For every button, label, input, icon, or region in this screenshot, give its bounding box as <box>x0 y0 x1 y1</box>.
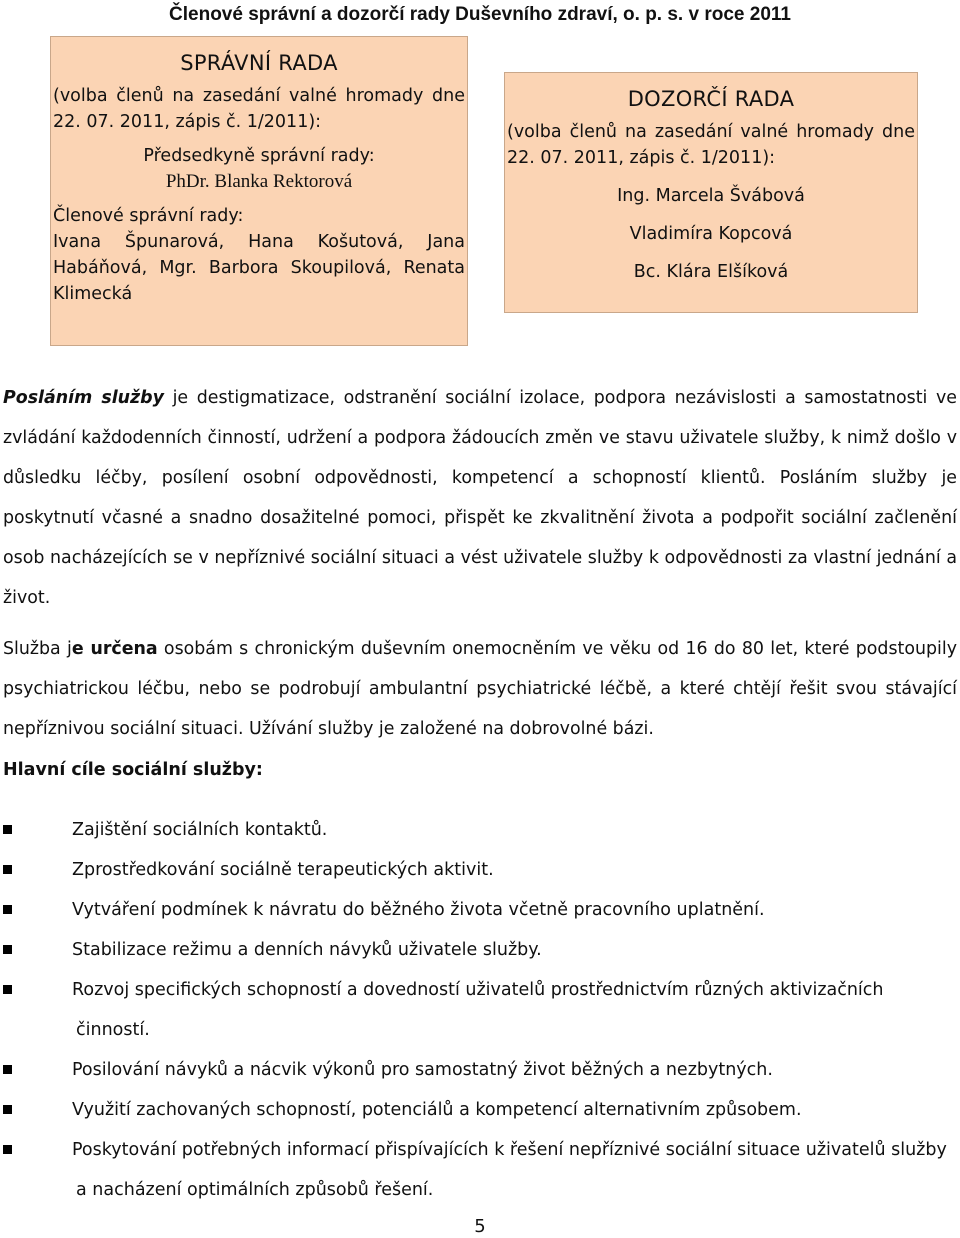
square-bullet-icon <box>3 865 12 874</box>
target-pre: Služba j <box>3 639 72 659</box>
goals-heading: Hlavní cíle sociální služby: <box>3 760 263 780</box>
list-item <box>0 1090 960 1130</box>
square-bullet-icon <box>3 985 12 994</box>
list-item <box>0 970 960 1050</box>
supervisory-heading: DOZORČÍ RADA <box>627 87 795 111</box>
board-box <box>50 36 468 346</box>
mission-paragraph <box>3 378 957 618</box>
square-bullet-icon <box>3 945 12 954</box>
board-election-note: (volba členů na zasedání valné hromady dne 22. 07. 2011, zápis č. 1/2011): <box>53 86 465 132</box>
goal-text: Poskytování potřebných informací přispívajících k řešení nepříznivé sociální situace uživatelů služby <box>72 1140 947 1160</box>
list-item <box>0 810 960 850</box>
square-bullet-icon <box>3 825 12 834</box>
goals-list <box>0 810 960 1210</box>
chair-name: PhDr. Blanka Rektorová <box>165 171 353 192</box>
board-members: Ivana Špunarová, Hana Košutová, Jana Habáňová, Mgr. Barbora Skoupilová, Renata Klimecká <box>53 232 465 304</box>
list-item <box>0 1050 960 1090</box>
page-number: 5 <box>474 1216 486 1237</box>
goal-text: Posilování návyků a nácvik výkonů pro samostatný život běžných a nezbytných. <box>72 1060 773 1080</box>
list-item <box>0 890 960 930</box>
page-title: Členové správní a dozorčí rady Duševního zdraví, o. p. s. v roce 2011 <box>169 4 791 25</box>
target-paragraph <box>3 629 957 749</box>
mission-lead: Posláním služby <box>3 388 164 408</box>
goal-text: Rozvoj specifických schopností a dovedností uživatelů prostřednictvím různých aktivizačních <box>72 980 884 1000</box>
members-label: Členové správní rady: <box>53 206 244 226</box>
goal-text: Zprostředkování sociálně terapeutických aktivit. <box>72 860 494 880</box>
supervisory-member: Vladimíra Kopcová <box>629 224 793 244</box>
supervisory-box <box>504 72 918 313</box>
goal-text-continued: činností. <box>76 1020 150 1040</box>
goal-text: Vytváření podmínek k návratu do běžného života včetně pracovního uplatnění. <box>72 900 765 920</box>
goal-text: Zajištění sociálních kontaktů. <box>72 820 328 840</box>
list-item <box>0 850 960 890</box>
supervisory-member: Bc. Klára Elšíková <box>633 262 789 282</box>
chair-label: Předsedkyně správní rady: <box>143 146 375 166</box>
target-text: osobám s chronickým duševním onemocněním ve věku od 16 do 80 let, které podstoupily psychiatrickou léčbu, nebo se podrobují ambulantní psychiatrické léčbě, a které chtějí řešit svou stávající nepříznivou sociální situaci. Užívání služby je založené na dobrovolné bázi. <box>3 639 958 739</box>
list-item <box>0 930 960 970</box>
square-bullet-icon <box>3 1065 12 1074</box>
board-heading: SPRÁVNÍ RADA <box>180 51 338 75</box>
supervisory-member: Ing. Marcela Švábová <box>617 186 805 206</box>
list-item <box>0 1130 960 1210</box>
goal-text: Využití zachovaných schopností, potenciálů a kompetencí alternativním způsobem. <box>72 1100 802 1120</box>
mission-text: je destigmatizace, odstranění sociální izolace, podpora nezávislosti a samostatnosti ve zvládání každodenních činností, udržení a podpora žádoucích změn ve stavu uživatele služby, k nimž došlo v důsledku léčby, posílení osobní odpovědnosti, kompetencí a schopností klientů. Posláním služby je poskytnutí včasné a snadno dosažitelné pomoci, přispět ke zkvalitnění života a podpořit sociální začlenění osob nacházejících se v nepříznivé sociální situaci a vést uživatele služby k odpovědnosti za vlastní jednání a život. <box>3 388 957 608</box>
supervisory-election-note: (volba členů na zasedání valné hromady dne 22. 07. 2011, zápis č. 1/2011): <box>507 122 915 168</box>
goal-text-continued: a nacházení optimálních způsobů řešení. <box>76 1180 434 1200</box>
square-bullet-icon <box>3 1105 12 1114</box>
target-bold: e určena <box>71 639 158 659</box>
square-bullet-icon <box>3 1145 12 1154</box>
goal-text: Stabilizace režimu a denních návyků uživatele služby. <box>72 940 542 960</box>
square-bullet-icon <box>3 905 12 914</box>
